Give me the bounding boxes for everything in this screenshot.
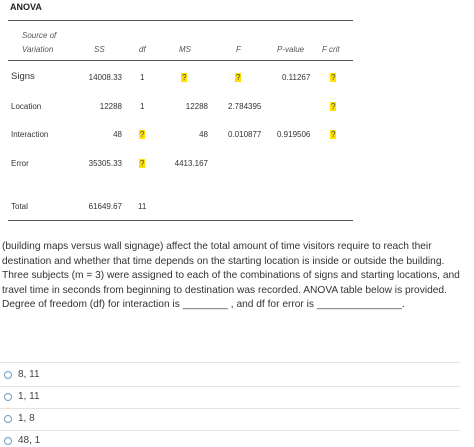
row-total-ss: 61649.67 [88,202,122,211]
row-location-ss: 12288 [99,102,122,111]
unknown-marker: ? [331,73,336,82]
row-signs-ms [181,73,187,83]
row-error-df [139,159,145,169]
row-interaction-pvalue: 0.919506 [277,130,311,139]
table-bottom-rule [8,220,353,221]
row-signs-ss: 14008.33 [88,73,122,82]
row-signs-f [235,73,241,83]
radio-button[interactable] [4,371,12,379]
radio-button[interactable] [4,415,12,423]
header-fcrit: F crit [322,45,340,54]
answer-option-3[interactable] [4,413,35,424]
row-interaction-fcrit [330,130,336,140]
row-location-source: Location [11,102,42,111]
unknown-marker: ? [331,102,336,111]
anova-title: ANOVA [10,2,42,12]
header-source-line2: Variation [22,45,54,54]
row-signs-pvalue: 0.11267 [282,73,311,82]
row-signs-df: 1 [140,73,145,82]
header-pvalue: P-value [277,45,305,54]
header-source-line1: Source of [22,31,57,40]
row-total-source: Total [11,202,28,211]
unknown-marker: ? [236,73,241,82]
options-separator [0,430,460,431]
options-separator [0,386,460,387]
unknown-marker: ? [182,73,187,82]
row-interaction-f: 0.010877 [228,130,262,139]
row-location-f: 2.784395 [228,102,262,111]
row-location-fcrit [330,102,336,112]
row-interaction-source: Interaction [11,130,49,139]
row-error-source: Error [11,159,29,168]
answer-option-2[interactable] [4,391,40,402]
answer-option-label: 48, 1 [18,435,41,446]
header-ms: MS [179,45,191,54]
answer-option-label: 1, 11 [18,391,40,402]
answer-option-label: 1, 8 [18,413,35,424]
answer-option-4[interactable] [4,435,40,446]
unknown-marker: ? [140,159,145,168]
unknown-marker: ? [331,130,336,139]
row-error-ss: 35305.33 [88,159,122,168]
row-signs-source: Signs [11,71,35,82]
row-interaction-ss: 48 [113,130,122,139]
radio-button[interactable] [4,393,12,401]
header-rule [8,60,353,61]
header-df: df [139,45,146,54]
row-total-df: 11 [138,202,147,211]
options-separator [0,408,460,409]
row-interaction-df [139,130,145,140]
row-interaction-ms: 48 [199,130,208,139]
question-text: (building maps versus wall signage) affect the total amount of time visitors require to reach their destination and whether that time depends on the starting location is inside or outside the building. Three subjects (m = 3) were assigned to each of the combinations of signs and starting locations, and travel time in seconds from beginning to destination was recorded. ANOVA table below is provided. Degree of freedom (df) for interaction is ________ , and df for error is _______________. [2,241,460,310]
radio-button[interactable] [4,437,12,445]
row-location-ms: 12288 [185,102,208,111]
options-separator [0,362,460,363]
row-error-ms: 4413.167 [174,159,208,168]
answer-option-label: 8, 11 [18,369,40,380]
unknown-marker: ? [140,130,145,139]
header-ss: SS [94,45,105,54]
table-top-rule [8,20,353,21]
row-signs-fcrit [330,73,336,83]
answer-option-1[interactable] [4,369,40,380]
header-f: F [236,45,241,54]
row-location-df: 1 [140,102,145,111]
